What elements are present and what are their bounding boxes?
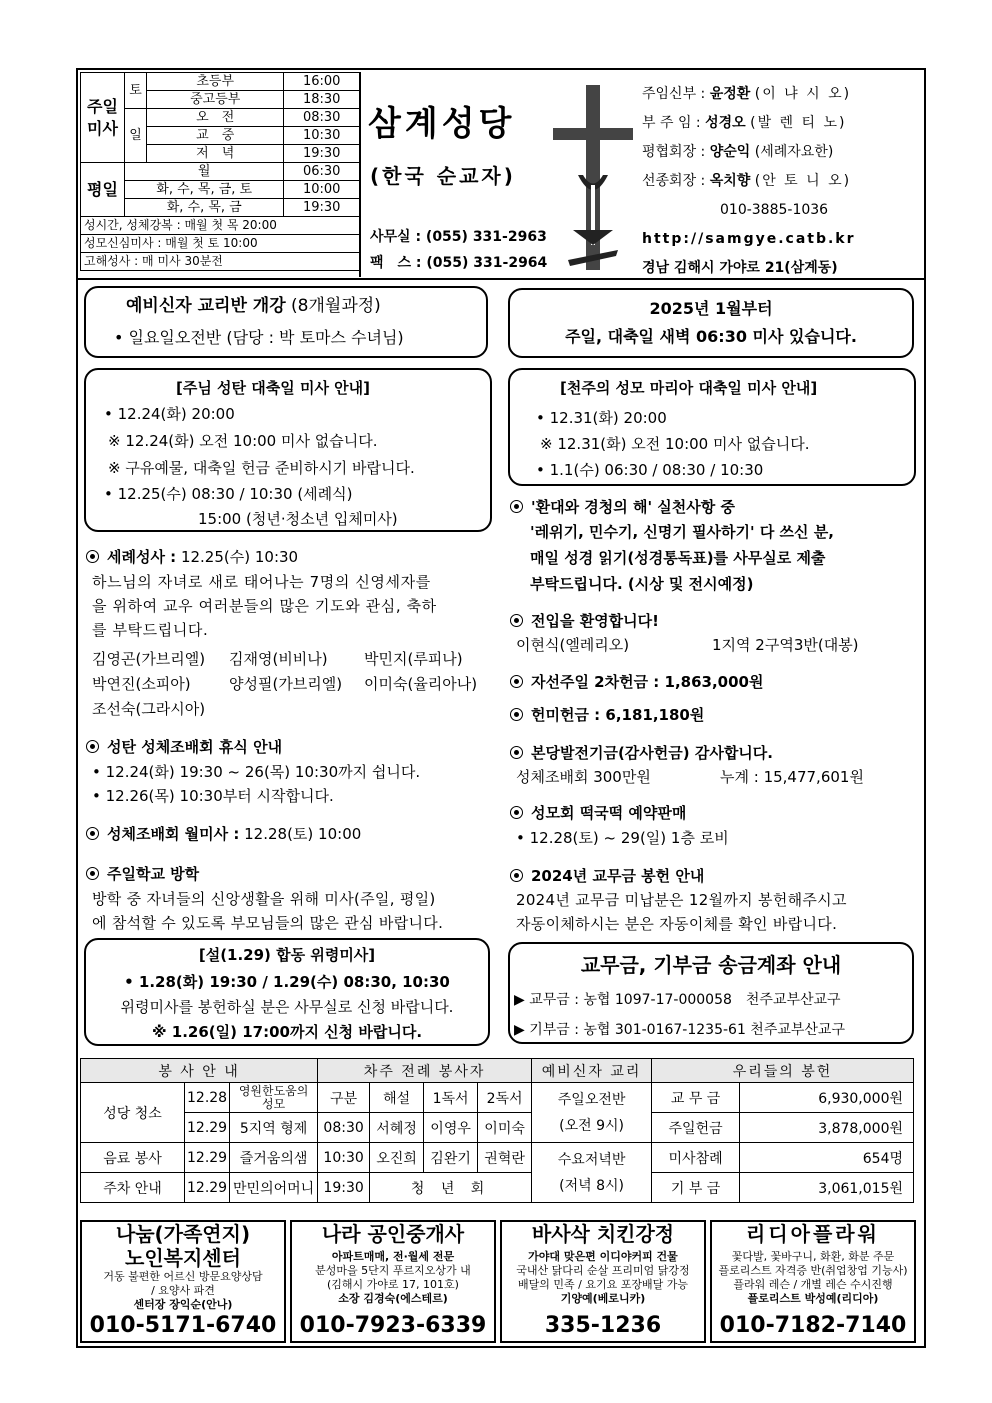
school-line: 에 참석할 수 있도록 부모님들의 많은 관심 바랍니다. xyxy=(92,914,444,932)
schedule-name: 초등부 xyxy=(147,73,284,91)
lunar-line: • 1.28(화) 19:30 / 1.29(수) 08:30, 10:30 xyxy=(124,973,450,991)
monthly-mass-head: 성체조배회 월미사 : xyxy=(107,825,240,843)
service-cell: 주일헌금 xyxy=(652,1113,740,1143)
staff-name: 양순익 xyxy=(709,144,751,160)
ad-phone: 335-1236 xyxy=(544,1313,662,1338)
ad-line: 거동 불편한 어르신 방문요양상담 xyxy=(103,1270,263,1283)
service-cell: 5지역 형제 xyxy=(230,1113,318,1143)
bible-line: 매일 성경 읽기(성경통독표)를 사무실로 제출 xyxy=(530,549,826,567)
welcome-area: 1지역 2구역3반(대봉) xyxy=(712,636,859,654)
ad-line: 플라워 레슨 / 개별 레슨 수시진행 xyxy=(733,1278,893,1291)
ad-line: 기양예(베로니카) xyxy=(560,1292,646,1305)
account-line: ▶ 기부금 : 농협 301-0167-1235-61 천주교부산교구 xyxy=(514,1022,845,1038)
baptism-text: 을 위하여 교우 여러분들의 많은 기도와 관심, 축하 xyxy=(92,597,437,615)
schedule-name: 오 전 xyxy=(147,109,284,127)
service-cell: 기 부 금 xyxy=(652,1173,740,1203)
schedule-note: 성시간, 성체강복 : 매월 첫 목 20:00 xyxy=(81,217,360,235)
mass-change-line: 2025년 1월부터 xyxy=(649,299,773,318)
staff-baptism: (이 냐 시 오) xyxy=(754,86,852,102)
staff-row xyxy=(642,80,856,109)
schedule-time: 08:30 xyxy=(284,109,360,127)
service-cell: 음료 봉사 xyxy=(81,1143,185,1173)
service-cell: 김완기 xyxy=(424,1143,478,1173)
christmas-title: [주님 성탄 대축일 미사 안내] xyxy=(176,379,370,397)
christmas-line: ※ 구유예물, 대축일 헌금 준비하시기 바랍니다. xyxy=(108,459,415,477)
bullet-icon xyxy=(510,500,523,513)
staff-row xyxy=(642,109,856,138)
catechumen-period: (8개월과정) xyxy=(291,296,381,316)
bullet-icon xyxy=(86,867,99,880)
ad-title: 노인복지센터 xyxy=(125,1246,241,1270)
ad-line: 플로리스트 자격증 반(취업창업 기능사) xyxy=(718,1264,908,1277)
service-cell: 3,061,015원 xyxy=(740,1173,914,1203)
service-cell: 영원한도움의 성모 xyxy=(230,1083,318,1113)
mass-schedule-table xyxy=(80,72,360,271)
staff-name: 윤정환 xyxy=(709,86,751,102)
account-title: 교무금, 기부금 송금계좌 안내 xyxy=(580,953,842,977)
service-cell: 654명 xyxy=(740,1143,914,1173)
school-head: 주일학교 방학 xyxy=(107,865,200,883)
mary-line: • 12.31(화) 20:00 xyxy=(536,409,667,427)
bible-line: '레위기, 민수기, 신명기 필사하기' 다 쓰신 분, xyxy=(530,523,834,541)
ad-nursing-center xyxy=(80,1220,286,1343)
fund-item: 성체조배회 300만원 xyxy=(516,768,651,786)
mass-change-line: 주일, 대축일 새벽 06:30 미사 있습니다. xyxy=(565,327,857,346)
christmas-mass-box xyxy=(84,368,492,532)
staff-role: 부 주 임 : xyxy=(642,115,701,131)
schedule-name: 교 중 xyxy=(147,127,284,145)
service-head: 예비신자 교리 xyxy=(532,1059,652,1083)
baptism-name: 김재영(비비나) xyxy=(229,650,328,668)
service-cell: 이미숙 xyxy=(478,1113,532,1143)
christmas-line: 15:00 (청년·청소년 입체미사) xyxy=(198,510,398,528)
class-name: 주일오전반 xyxy=(557,1091,626,1108)
adoration-head: 성탄 성체조배회 휴식 안내 xyxy=(107,738,283,756)
service-cell: 권혁란 xyxy=(478,1143,532,1173)
class-name: 수요저녁반 xyxy=(557,1151,626,1168)
church-title: 삼계성당 xyxy=(368,104,516,144)
service-cell: 10:30 xyxy=(318,1143,370,1173)
schedule-time: 06:30 xyxy=(284,163,360,181)
ad-realtor xyxy=(290,1220,496,1343)
service-cell: 6,930,000원 xyxy=(740,1083,914,1113)
rice-cake-head: 성모회 떡국떡 예약판매 xyxy=(531,804,687,822)
service-head: 차주 전례 봉사자 xyxy=(318,1059,532,1083)
service-cell: 이영우 xyxy=(424,1113,478,1143)
christmas-line: ※ 12.24(화) 오전 10:00 미사 없습니다. xyxy=(108,432,378,450)
staff-name: 옥치향 xyxy=(709,173,751,189)
service-cell: 만민의어머니 xyxy=(230,1173,318,1203)
bullet-icon xyxy=(86,740,99,753)
schedule-name: 저 녁 xyxy=(147,145,284,163)
bible-head: '환대와 경청의 해' 실천사항 중 xyxy=(531,498,735,516)
catechumen-box xyxy=(84,286,488,358)
baptism-name: 양성필(가브리엘) xyxy=(229,675,343,693)
header-divider xyxy=(359,72,361,277)
bullet-icon xyxy=(510,675,523,688)
service-head: 봉 사 안 내 xyxy=(81,1059,318,1083)
welcome-head: 전입을 환영합니다! xyxy=(531,612,659,630)
schedule-time: 19:30 xyxy=(284,145,360,163)
schedule-note: 성모신심미사 : 매월 첫 토 10:00 xyxy=(81,235,360,253)
ad-line: 소장 김경숙(에스테르) xyxy=(338,1292,448,1305)
service-cell: 12.29 xyxy=(185,1113,230,1143)
ad-line: (김해시 가야로 17, 101호) xyxy=(327,1278,459,1291)
mary-title: [천주의 성모 마리아 대축일 미사 안내] xyxy=(560,379,818,397)
baptism-name: 박연진(소피아) xyxy=(92,675,191,693)
rice-cake-line: • 12.28(토) ~ 29(일) 1층 로비 xyxy=(516,829,729,847)
account-line: ▶ 교무금 : 농협 1097-17-000058 천주교부산교구 xyxy=(514,992,841,1008)
ad-line: 가야대 맞은편 이디야커피 건물 xyxy=(528,1250,678,1263)
service-cell: 19:30 xyxy=(318,1173,370,1203)
ad-line: 배달의 민족 / 요기요 포장배달 가능 xyxy=(518,1278,688,1291)
schedule-name: 화, 수, 목, 금, 토 xyxy=(125,181,284,199)
bullet-icon xyxy=(510,869,523,882)
service-cell: 구분 xyxy=(318,1083,370,1113)
bullet-icon xyxy=(510,806,523,819)
ad-title: 나라 공인중개사 xyxy=(321,1222,465,1246)
schedule-name: 월 xyxy=(125,163,284,181)
ad-line: 아파트매매, 전·월세 전문 xyxy=(331,1250,455,1263)
staff-row xyxy=(642,167,856,196)
account-box xyxy=(508,942,914,1044)
rice-offering: 헌미헌금 : 6,181,180원 xyxy=(531,706,705,724)
bible-line: 부탁드립니다. (시상 및 전시예정) xyxy=(530,575,754,593)
service-cell: 08:30 xyxy=(318,1113,370,1143)
baptism-name: 이미숙(율리아나) xyxy=(364,675,478,693)
ad-phone: 010-7182-7140 xyxy=(719,1313,907,1338)
class-time: (저녁 8시) xyxy=(559,1177,625,1194)
service-cell: 교 무 금 xyxy=(652,1083,740,1113)
ad-line: 플로리스트 박성예(리디아) xyxy=(747,1292,879,1305)
christmas-line: • 12.24(화) 20:00 xyxy=(104,405,235,423)
baptism-time: 12.25(수) 10:30 xyxy=(176,548,299,566)
fax-number: 팩 스 : (055) 331-2964 xyxy=(370,255,548,271)
ad-title: 나눔(가족연지) xyxy=(115,1222,251,1246)
staff-name: 성경오 xyxy=(705,115,746,131)
contact-phone: 010-3885-1036 xyxy=(720,202,829,218)
bullet-icon xyxy=(510,614,523,627)
church-address: 경남 김해시 가야로 21(삼계동) xyxy=(642,260,838,276)
fund-total: 누계 : 15,477,601원 xyxy=(720,768,864,786)
service-table xyxy=(80,1058,914,1203)
fund-head: 본당발전기금(감사헌금) 감사합니다. xyxy=(531,744,773,762)
bullet-icon xyxy=(510,708,523,721)
service-cell: 성당 청소 xyxy=(81,1083,185,1143)
service-cell: 오진희 xyxy=(370,1143,424,1173)
ad-title: 리디아플라워 xyxy=(746,1222,880,1246)
schedule-time: 18:30 xyxy=(284,91,360,109)
staff-baptism: (안 토 니 오) xyxy=(754,173,852,189)
bullet-icon xyxy=(510,746,523,759)
baptism-name: 박민지(루피나) xyxy=(364,650,463,668)
baptism-text: 하느님의 자녀로 새로 태어나는 7명의 신영세자를 xyxy=(92,573,431,591)
staff-list xyxy=(642,80,856,283)
service-cell: 12.29 xyxy=(185,1173,230,1203)
adoration-line: • 12.26(목) 10:30부터 시작합니다. xyxy=(92,787,334,805)
ad-line: 센터장 장익순(안나) xyxy=(133,1298,233,1311)
dues-line: 2024년 교무금 미납분은 12월까지 봉헌해주시고 xyxy=(516,891,847,909)
baptism-head: 세례성사 : xyxy=(107,548,177,566)
service-cell: 청 년 회 xyxy=(370,1173,532,1203)
schedule-time: 16:00 xyxy=(284,73,360,91)
staff-baptism: (발 렌 티 노) xyxy=(750,115,847,131)
ad-line: 분성마을 5단지 푸르지오상가 내 xyxy=(315,1264,471,1277)
ad-line: 국내산 닭다리 순살 프리미엄 닭강정 xyxy=(516,1264,690,1277)
ad-chicken xyxy=(500,1220,706,1343)
baptism-name: 김영곤(가브리엘) xyxy=(92,650,206,668)
catechumen-line: • 일요일오전반 (담당 : 박 토마스 수녀님) xyxy=(114,328,404,347)
christmas-line: • 12.25(수) 08:30 / 10:30 (세례식) xyxy=(104,485,353,503)
service-cell: 12.28 xyxy=(185,1083,230,1113)
office-phone: 사무실 : (055) 331-2963 xyxy=(370,229,547,245)
service-cell xyxy=(532,1083,652,1143)
staff-role: 평협회장 : xyxy=(642,144,706,160)
schedule-time: 10:00 xyxy=(284,181,360,199)
header-bottom-rule xyxy=(76,278,926,280)
ad-title: 바사삭 치킨강정 xyxy=(531,1222,675,1246)
bullet-icon xyxy=(86,827,99,840)
service-cell: 서혜정 xyxy=(370,1113,424,1143)
church-subtitle: (한국 순교자) xyxy=(370,164,516,188)
service-cell: 미사참례 xyxy=(652,1143,740,1173)
service-cell: 해설 xyxy=(370,1083,424,1113)
class-time: (오전 9시) xyxy=(559,1117,625,1134)
weekday-mass-label: 평일 xyxy=(81,163,125,217)
monthly-mass-time: 12.28(토) 10:00 xyxy=(239,825,362,843)
service-cell: 주차 안내 xyxy=(81,1173,185,1203)
ad-line: / 요양사 파견 xyxy=(151,1284,215,1297)
sunday-label: 일 xyxy=(125,109,147,163)
schedule-time: 10:30 xyxy=(284,127,360,145)
sunday-mass-label: 주일 미사 xyxy=(81,73,125,163)
service-cell: 즐거움의샘 xyxy=(230,1143,318,1173)
staff-role: 주임신부 : xyxy=(642,86,706,102)
service-head: 우리들의 봉헌 xyxy=(652,1059,914,1083)
schedule-name: 화, 수, 목, 금 xyxy=(125,199,284,217)
lunar-line: ※ 1.26(일) 17:00까지 신청 바랍니다. xyxy=(151,1023,423,1041)
service-cell: 2독서 xyxy=(478,1083,532,1113)
welcome-name: 이현식(엘레리오) xyxy=(516,636,630,654)
staff-row xyxy=(642,138,856,167)
schedule-name: 중고등부 xyxy=(147,91,284,109)
dues-head: 2024년 교무금 봉헌 안내 xyxy=(531,867,705,885)
website-url[interactable]: http://samgye.catb.kr xyxy=(642,231,856,247)
bullet-icon xyxy=(86,550,99,563)
saturday-label: 토 xyxy=(125,73,147,109)
mary-mass-box xyxy=(508,368,916,486)
service-cell: 3,878,000원 xyxy=(740,1113,914,1143)
mary-line: ※ 12.31(화) 오전 10:00 미사 없습니다. xyxy=(540,435,810,453)
staff-role: 선종회장 : xyxy=(642,173,706,189)
schedule-note: 고해성사 : 매 미사 30분전 xyxy=(81,253,360,271)
lunar-line: 위령미사를 봉헌하실 분은 사무실로 신청 바랍니다. xyxy=(120,998,454,1016)
mass-change-box xyxy=(508,288,914,358)
ad-flower xyxy=(710,1220,916,1343)
service-cell: 12.29 xyxy=(185,1143,230,1173)
charity-offering: 자선주일 2차헌금 : 1,863,000원 xyxy=(531,673,764,691)
staff-baptism: (세례자요한) xyxy=(754,144,834,160)
schedule-time: 19:30 xyxy=(284,199,360,217)
ad-line: 꽃다발, 꽃바구니, 화환, 화분 주문 xyxy=(731,1250,895,1263)
mary-line: • 1.1(수) 06:30 / 08:30 / 10:30 xyxy=(536,461,764,479)
dues-line: 자동이체하시는 분은 자동이체를 확인 바랍니다. xyxy=(516,915,838,933)
service-cell xyxy=(532,1143,652,1203)
lunar-memorial-box xyxy=(84,938,490,1046)
baptism-name: 조선숙(그라시아) xyxy=(92,700,206,718)
lunar-title: [설(1.29) 합동 위령미사] xyxy=(198,946,376,964)
service-cell: 1독서 xyxy=(424,1083,478,1113)
adoration-line: • 12.24(화) 19:30 ~ 26(목) 10:30까지 쉽니다. xyxy=(92,763,421,781)
cross-emblem-icon xyxy=(548,80,638,275)
ad-phone: 010-5171-6740 xyxy=(89,1313,277,1338)
ad-phone: 010-7923-6339 xyxy=(299,1313,487,1338)
baptism-text: 를 부탁드립니다. xyxy=(92,621,209,639)
school-line: 방학 중 자녀들의 신앙생활을 위해 미사(주일, 평일) xyxy=(92,890,436,908)
catechumen-title: 예비신자 교리반 개강 xyxy=(126,296,286,316)
